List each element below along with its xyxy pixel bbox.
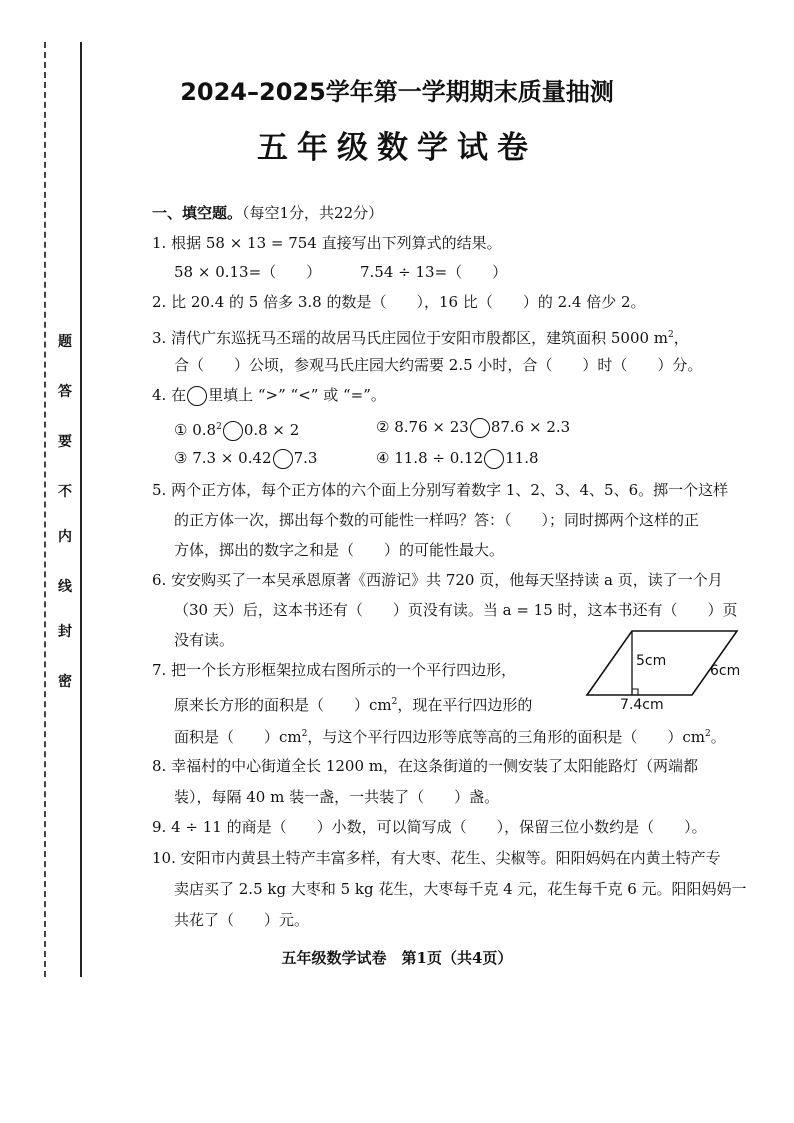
q8-line2: 装），每隔 40 m 装一盏，一共装了（ ）盏。 bbox=[174, 788, 500, 806]
parallelogram-figure bbox=[582, 625, 742, 715]
figure-side-label: 6cm bbox=[710, 663, 741, 679]
section-heading bbox=[152, 203, 383, 223]
q4-i4-left: ④ 11.8 ÷ 0.12 bbox=[376, 449, 484, 467]
q3-line1-end: ， bbox=[673, 329, 689, 347]
circle-blank bbox=[187, 386, 207, 406]
q3-line1-text: 3. 清代广东巡抚马丕瑶的故居马氏庄园位于安阳市殷都区，建筑面积 5000 m bbox=[152, 329, 669, 347]
q7-line2-sup: 2 bbox=[391, 697, 398, 707]
q10-line3: 共花了（ ）元。 bbox=[174, 911, 310, 929]
seal-char: 题 bbox=[58, 334, 72, 350]
q7-line2-pre: 原来长方形的面积是（ ）cm bbox=[174, 696, 392, 714]
seal-char: 线 bbox=[58, 579, 72, 595]
q8-line1: 8. 幸福村的中心街道全长 1200 m，在这条街道的一侧安装了太阳能路灯（两端都 bbox=[152, 757, 699, 775]
q4-item-3 bbox=[174, 448, 317, 469]
circle-blank[interactable] bbox=[484, 449, 504, 469]
q4-stem bbox=[152, 385, 386, 406]
q4-i3-left: ③ 7.3 × 0.42 bbox=[174, 449, 272, 467]
q5-line3: 方体，掷出的数字之和是（ ）的可能性最大。 bbox=[174, 541, 505, 559]
q1-item-b: 7.54 ÷ 13=（ ） bbox=[360, 263, 508, 281]
figure-base-label: 7.4cm bbox=[620, 697, 664, 713]
q3-sup: 2 bbox=[668, 330, 674, 340]
q7-line3-sup: 2 bbox=[301, 729, 308, 739]
q3-line1 bbox=[152, 325, 689, 348]
seal-char: 答 bbox=[58, 384, 72, 400]
q10-line2: 卖店买了 2.5 kg 大枣和 5 kg 花生，大枣每千克 4 元，花生每千克 6 元。阳阳妈妈一 bbox=[174, 880, 747, 898]
q3-line2: 合（ ）公顷，参观马氏庄园大约需要 2.5 小时，合（ ）时（ ）分。 bbox=[174, 356, 703, 374]
q4-i1-right: 0.8 × 2 bbox=[243, 421, 300, 439]
q7-line2 bbox=[174, 692, 532, 715]
q6-line2: （30 天）后，这本书还有（ ）页没有读。当 a = 15 时，这本书还有（ ）页 bbox=[174, 601, 738, 619]
q4-item-2 bbox=[376, 417, 570, 438]
seal-char: 要 bbox=[58, 434, 72, 450]
q6-line1: 6. 安安购买了一本吴承恩原著《西游记》共 720 页，他每天坚持读 a 页，读了一个月 bbox=[152, 571, 723, 589]
q7-line3-end: 。 bbox=[710, 728, 726, 746]
q7-line1: 7. 把一个长方形框架拉成右图所示的一个平行四边形， bbox=[152, 661, 517, 679]
q7-line2-post: ，现在平行四边形的 bbox=[397, 696, 533, 714]
right-angle-mark bbox=[632, 689, 638, 695]
q10-line1: 10. 安阳市内黄县土特产丰富多样，有大枣、花生、尖椒等。阳阳妈妈在内黄土特产专 bbox=[152, 849, 721, 867]
seal-char: 封 bbox=[58, 624, 72, 640]
binding-solid-line bbox=[80, 42, 82, 977]
seal-char: 密 bbox=[58, 674, 72, 690]
q4-i1-sup: 2 bbox=[216, 422, 222, 432]
circle-blank[interactable] bbox=[470, 418, 490, 438]
q4-i2-right: 87.6 × 2.3 bbox=[490, 418, 571, 436]
exam-subtitle: 2024–2025学年第一学期期末质量抽测 bbox=[180, 78, 614, 106]
q1-stem: 1. 根据 58 × 13 = 754 直接写出下列算式的结果。 bbox=[152, 234, 502, 252]
q4-i3-right: 7.3 bbox=[293, 449, 318, 467]
q4-i2-left: ② 8.76 × 23 bbox=[376, 418, 469, 436]
q5-line2: 的正方体一次，掷出每个数的可能性一样吗？答：（ ）；同时掷两个这样的正 bbox=[174, 511, 700, 529]
circle-blank[interactable] bbox=[273, 449, 293, 469]
circle-blank[interactable] bbox=[223, 421, 243, 441]
binding-dashed-line bbox=[44, 42, 46, 977]
q7-line3-sup2: 2 bbox=[705, 729, 711, 739]
q4-stem-post: 里填上 “>” “<” 或 “=”。 bbox=[208, 386, 386, 404]
seal-char: 内 bbox=[58, 529, 72, 545]
q7-line3-mid: ，与这个平行四边形等底等高的三角形的面积是（ ）cm bbox=[307, 728, 706, 746]
q5-line1: 5. 两个正方体，每个正方体的六个面上分别写着数字 1、2、3、4、5、6。掷一个这样 bbox=[152, 481, 729, 499]
q4-item-4 bbox=[376, 448, 539, 469]
seal-char: 不 bbox=[58, 484, 72, 500]
q9-text: 9. 4 ÷ 11 的商是（ ）小数，可以简写成（ ），保留三位小数约是（ ）。 bbox=[152, 818, 707, 836]
exam-title: 五年级数学试卷 bbox=[257, 130, 537, 166]
q4-stem-pre: 4. 在 bbox=[152, 386, 187, 404]
q7-line3-pre: 面积是（ ）cm bbox=[174, 728, 302, 746]
q1-item-a: 58 × 0.13=（ ） bbox=[174, 263, 322, 281]
q6-line3: 没有读。 bbox=[174, 631, 235, 649]
q7-line3 bbox=[174, 724, 726, 747]
q4-i4-right: 11.8 bbox=[505, 449, 539, 467]
q4-i1-left: ① 0.8 bbox=[174, 421, 217, 439]
page-footer: 五年级数学试卷 第1页（共4页） bbox=[281, 949, 513, 967]
q2-text: 2. 比 20.4 的 5 倍多 3.8 的数是（ ），16 比（ ）的 2.4 倍少 2。 bbox=[152, 293, 646, 311]
figure-height-label: 5cm bbox=[636, 653, 667, 669]
section-score-note: （每空1分，共22分） bbox=[242, 204, 384, 222]
section-title: 一、填空题。 bbox=[152, 204, 243, 222]
q4-item-1 bbox=[174, 417, 299, 441]
